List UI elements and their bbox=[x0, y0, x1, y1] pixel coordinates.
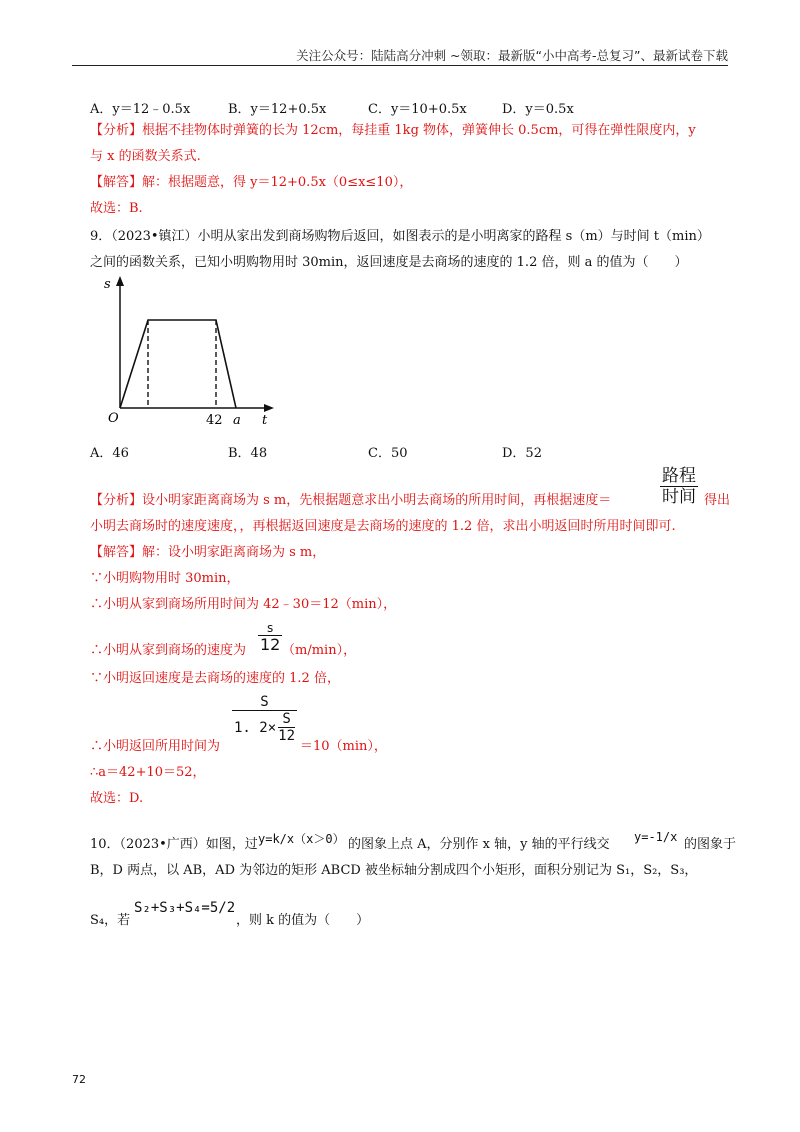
q10-equation-1: y=k/x（x＞0） bbox=[258, 832, 345, 846]
q9-stem-line2: 之间的函数关系，已知小明购物用时 30min，返回速度是去商场的速度的 1.2 倍，则 a 的值为（ ） bbox=[90, 255, 688, 270]
speed-formula-fraction bbox=[660, 466, 698, 507]
fraction-denominator: 时间 bbox=[662, 487, 696, 507]
q8-option-a: A．y＝12﹣0.5x bbox=[90, 102, 191, 117]
q9-a-value: ∴a＝42+10＝52， bbox=[90, 765, 206, 780]
q9-stem-line1: 9．（2023•镇江）小明从家出发到商场购物后返回，如图表示的是小明离家的路程 s（m）与时间 t（min） bbox=[90, 229, 710, 244]
speed-denominator: 12 bbox=[260, 635, 281, 654]
q10-prefix: 10．（2023•广西）如图，过 bbox=[90, 837, 258, 852]
q9-choice: 故选：D. bbox=[90, 791, 144, 806]
q8-analysis-line1: 【分析】根据不挂物体时弹簧的长为 12cm，每挂重 1kg 物体，弹簧伸长 0.5cm，可得在弹性限度内，y bbox=[90, 123, 696, 138]
q10-mid: 的图象上点 A，分别作 x 轴，y 轴的平行线交 bbox=[348, 837, 610, 852]
tick-a-label: a bbox=[233, 413, 241, 428]
q10-equation-2: y=-1/x bbox=[634, 830, 678, 844]
q9-return-speed: ∵小明返回速度是去商场的速度的 1.2 倍， bbox=[90, 671, 340, 686]
q9-option-b: B．48 bbox=[228, 446, 268, 461]
origin-label: O bbox=[108, 411, 119, 426]
q9-time-suffix: ＝10（min）， bbox=[300, 739, 387, 754]
inner-numerator: S bbox=[282, 711, 291, 727]
q8-option-d: D．y＝0.5x bbox=[502, 102, 574, 117]
q9-distance-time-graph bbox=[90, 272, 290, 432]
q9-option-c: C．50 bbox=[368, 446, 408, 461]
header-divider bbox=[72, 65, 728, 66]
q8-analysis-line2: 与 x 的函数关系式. bbox=[90, 149, 201, 164]
q8-option-c: C．y＝10+0.5x bbox=[368, 102, 467, 117]
q9-speed-suffix: （m/min）， bbox=[282, 643, 357, 658]
tick-42-label: 42 bbox=[206, 413, 223, 428]
x-axis-label: t bbox=[262, 413, 268, 428]
fraction-numerator: 路程 bbox=[662, 466, 696, 486]
q9-analysis-line1: 【分析】设小明家距离商场为 s m，先根据题意求出小明去商场的所用时间，再根据速度＝ bbox=[90, 493, 612, 508]
q9-analysis-line1-end: 得出 bbox=[704, 493, 731, 508]
inner-denominator: 12 bbox=[278, 728, 296, 744]
q8-answer: 【解答】解：根据题意，得 y＝12+0.5x（0≤x≤10）， bbox=[90, 175, 413, 190]
q9-time-prefix: ∴小明返回所用时间为 bbox=[90, 739, 221, 754]
q9-solution-line1: 【解答】解：设小明家距离商场为 s m， bbox=[90, 545, 326, 560]
q10-line3-suffix: ，则 k 的值为（ ） bbox=[236, 913, 370, 928]
q10-line3-prefix: S₄，若 bbox=[90, 913, 131, 928]
q9-option-d: D．52 bbox=[502, 446, 542, 461]
q8-choice: 故选：B. bbox=[90, 201, 143, 216]
return-time-numerator: S bbox=[260, 694, 269, 710]
q9-analysis-line2: 小明去商场时的速度速度，，再根据返回速度是去商场的速度的 1.2 倍，求出小明返回时所用时间即可. bbox=[90, 519, 676, 534]
inner-fraction bbox=[278, 711, 295, 744]
return-time-denominator bbox=[232, 711, 297, 744]
q9-speed-prefix: ∴小明从家到商场的速度为 bbox=[90, 643, 247, 658]
return-time-den-prefix: 1. 2× bbox=[234, 719, 277, 736]
q9-solution-line3: ∴小明从家到商场所用时间为 42﹣30＝12（min）， bbox=[90, 597, 397, 612]
y-axis-label: s bbox=[104, 277, 111, 292]
speed-numerator: s bbox=[267, 621, 274, 635]
q10-line2: B，D 两点，以 AB，AD 为邻边的矩形 ABCD 被坐标轴分割成四个小矩形，面积分别记为 S₁，S₂，S₃， bbox=[90, 863, 698, 878]
q10-end: 的图象于 bbox=[684, 837, 737, 852]
return-time-fraction bbox=[232, 694, 297, 744]
page-number: 72 bbox=[72, 1073, 86, 1086]
q9-option-a: A．46 bbox=[90, 446, 129, 461]
page-header: 关注公众号：陆陆高分冲刺 ~领取：最新版“小中高考-总复习”、最新试卷下载 bbox=[296, 48, 728, 63]
q9-solution-line2: ∵小明购物用时 30min， bbox=[90, 571, 240, 586]
q10-area-equation: S₂+S₃+S₄=5/2 bbox=[134, 900, 236, 916]
q8-option-b: B．y＝12+0.5x bbox=[228, 102, 327, 117]
speed-fraction bbox=[258, 622, 282, 654]
